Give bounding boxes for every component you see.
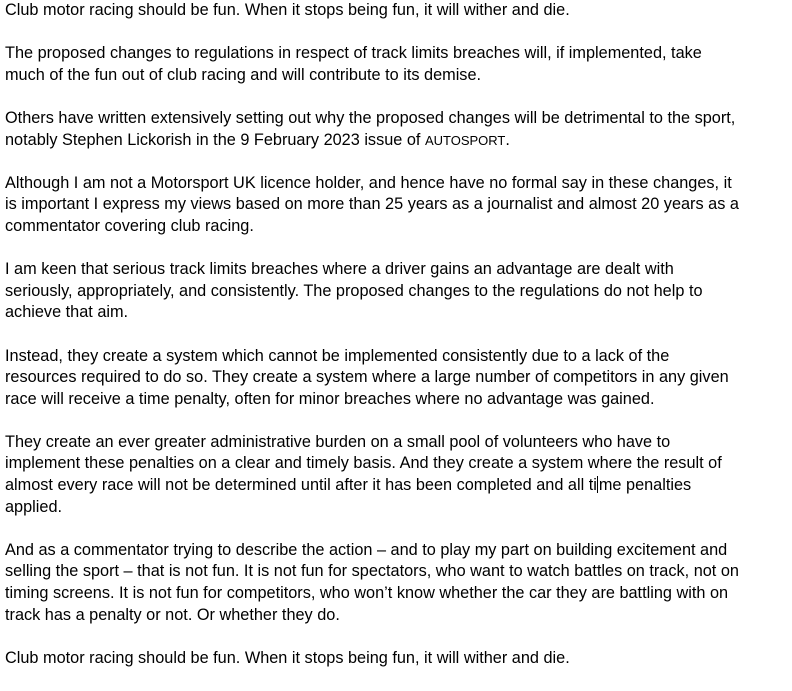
paragraph-instead-system <box>5 346 789 411</box>
paragraph-opening <box>5 0 789 22</box>
text-line: resources required to do so. They create a system where a large number of competitors in any given <box>5 368 729 387</box>
text-line: And as a commentator trying to describe the action – and to play my part on building excitement and <box>5 540 728 559</box>
text-segment: . <box>505 130 510 149</box>
text-line: track has a penalty or not. Or whether they do. <box>5 605 340 624</box>
paragraph-licence-holder <box>5 173 789 238</box>
text-line: They create an ever greater administrative burden on a small pool of volunteers who have to <box>5 432 671 451</box>
paragraph-others-written <box>5 108 789 151</box>
paragraph-commentator <box>5 540 789 626</box>
text-line: seriously, appropriately, and consistently. The proposed changes to the regulations do not help to <box>5 281 703 300</box>
text-line: implement these penalties on a clear and timely basis. And they create a system where the result of <box>5 454 722 473</box>
text-line: The proposed changes to regulations in respect of track limits breaches will, if implemented, take <box>5 44 702 63</box>
document-body[interactable] <box>5 0 789 691</box>
text-line: I am keen that serious track limits breaches where a driver gains an advantage are dealt with <box>5 260 674 279</box>
paragraph-keen-serious <box>5 259 789 324</box>
text-line: Club motor racing should be fun. When it stops being fun, it will wither and die. <box>5 1 570 19</box>
text-line: applied. <box>5 497 63 516</box>
paragraph-administrative-burden <box>5 432 789 518</box>
text-line: Although I am not a Motorsport UK licence holder, and hence have no formal say in these changes, it <box>5 173 732 192</box>
text-line: Club motor racing should be fun. When it stops being fun, it will wither and die. <box>5 648 570 667</box>
text-line: timing screens. It is not fun for competitors, who won’t know whether the car they are battling with on <box>5 584 729 603</box>
publication-name: AUTOSPORT <box>424 132 506 148</box>
text-line: Others have written extensively setting out why the proposed changes will be detrimental to the sport, <box>5 108 736 127</box>
paragraph-closing <box>5 648 789 670</box>
text-line: selling the sport – that is not fun. It is not fun for spectators, who want to watch battles on track, not on <box>5 562 739 581</box>
text-line: is important I express my views based on more than 25 years as a journalist and almost 20 years as a <box>5 195 739 214</box>
text-line <box>5 475 789 497</box>
text-line: achieve that aim. <box>5 303 129 322</box>
text-line: race will receive a time penalty, often for minor breaches where no advantage was gained. <box>5 389 655 408</box>
text-line: much of the fun out of club racing and will contribute to its demise. <box>5 65 482 84</box>
text-segment: almost every race will not be determined until after it has been completed and all ti <box>5 476 597 495</box>
text-segment: me penalties <box>598 476 692 495</box>
text-line <box>5 130 789 152</box>
text-segment: notably Stephen Lickorish in the 9 February 2023 issue of <box>5 130 425 149</box>
paragraph-proposed-changes <box>5 43 789 86</box>
text-line: Instead, they create a system which cannot be implemented consistently due to a lack of the <box>5 346 670 365</box>
text-line: commentator covering club racing. <box>5 216 254 235</box>
